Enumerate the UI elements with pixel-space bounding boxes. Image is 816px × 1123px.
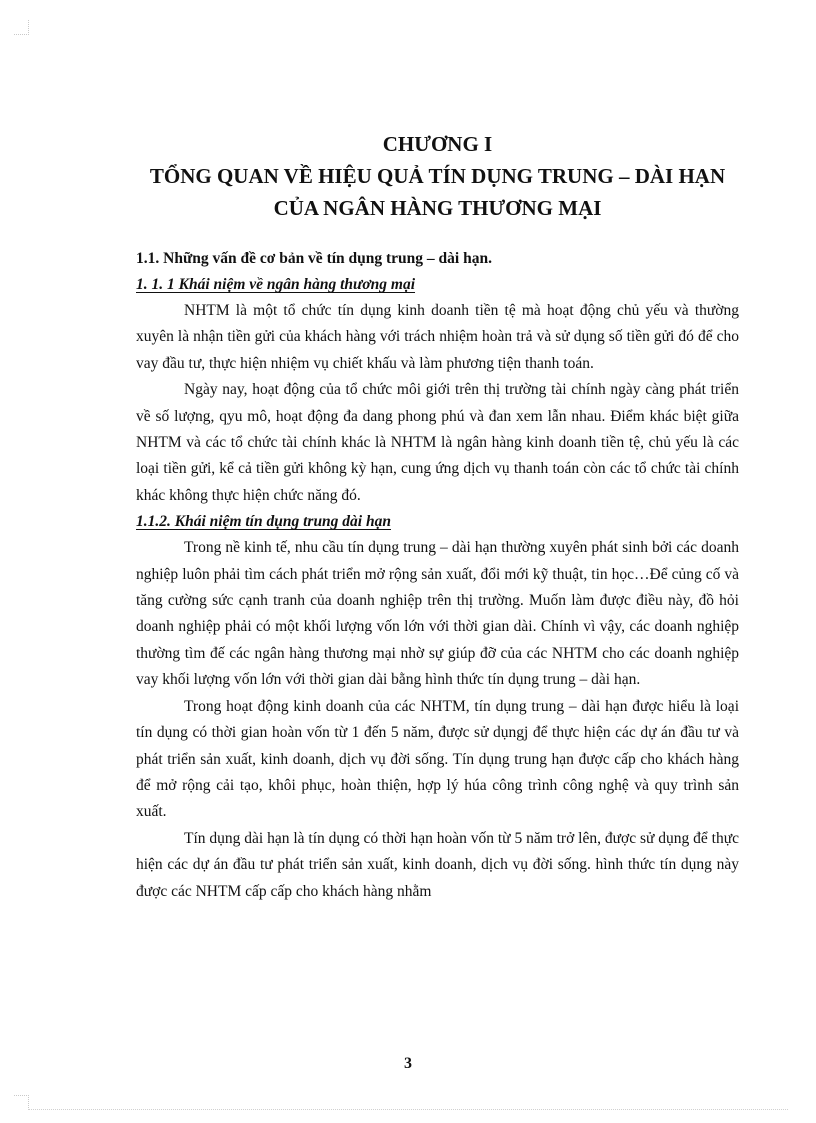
- page-number: 3: [404, 1055, 412, 1072]
- section-heading-1-1: 1.1. Những vấn đề cơ bản về tín dụng trung – dài hạn.: [136, 250, 492, 267]
- paragraph: Trong hoạt động kinh doanh của các NHTM, tín dụng trung – dài hạn được hiểu là loại tín dụng có thời gian hoàn vốn từ 1 đến 5 năm, được sử dụngj để thực hiện các dự án đầu tư và phát triển sản xuất, kinh doanh, dịch vụ đời sống. Tín dụng trung hạn được cấp cho khách hàng để mở rộng cải tạo, khôi phục, hoàn thiện, hợp lý húa công trình công nghệ và quy trình sản xuất.: [136, 697, 739, 821]
- page-content: [136, 128, 739, 905]
- crop-mark-top-left: [14, 20, 29, 35]
- paragraph: NHTM là một tổ chức tín dụng kinh doanh tiền tệ mà hoạt động chủ yếu và thường xuyên là nhận tiền gửi của khách hàng với trách nhiệm hoàn trả và sử dụng số tiền gửi đó để cho vay đầu tư, thực hiện nhiệm vụ chiết khấu và làm phương tiện thanh toán.: [136, 302, 739, 372]
- section-heading-1-1-2: 1.1.2. Khái niệm tín dụng trung dài hạn: [136, 513, 391, 531]
- chapter-title-line-1: TỔNG QUAN VỀ HIỆU QUẢ TÍN DỤNG TRUNG – DÀI HẠN: [149, 164, 726, 188]
- paragraph: Trong nề kinh tế, nhu cầu tín dụng trung – dài hạn thường xuyên phát sinh bởi các doanh nghiệp luôn phải tìm cách phát triển mở rộng sản xuất, đổi mới kỹ thuật, tin học…Để củng cố và tăng cường sức cạnh tranh của doanh nghiệp trên thị trường. Muốn làm được điều này, đồ hỏi doanh nghiệp phải có một khối lượng vốn lớn với thời gian dài. Chính vì vậy, các doanh nghiệp thường tìm đế các ngân hàng thương mại nhờ sự giúp đỡ của các NHTM cho các doanh nghiệp vay khối lượng vốn lớn với thời gian dài bằng hình thức tín dụng trung – dài hạn.: [136, 539, 739, 689]
- paragraph: Tín dụng dài hạn là tín dụng có thời hạn hoàn vốn từ 5 năm trở lên, được sử dụng để thực hiện các dự án đầu tư phát triển sản xuất, kinh doanh, dịch vụ đời sống. hình thức tín dụng này được các NHTM cấp cấp cho khách hàng nhằm: [136, 829, 739, 900]
- chapter-number: CHƯƠNG I: [382, 132, 493, 156]
- page-bottom-guide: [28, 1109, 788, 1110]
- paragraph: Ngày nay, hoạt động của tổ chức môi giới trên thị trường tài chính ngày càng phát triển về số lượng, qyu mô, hoạt động đa dang phong phú và đan xem lẫn nhau. Điểm khác biệt giữa NHTM và các tổ chức tài chính khác là NHTM là ngân hàng kinh doanh tiền tệ, chủ yếu là các loại tiền gửi, kể cả tiền gửi không kỳ hạn, cung ứng dịch vụ thanh toán còn các tổ chức tài chính khác không thực hiện chức năng đó.: [136, 381, 739, 504]
- section-heading-1-1-1: 1. 1. 1 Khái niệm về ngân hàng thương mại: [136, 276, 416, 293]
- crop-mark-bottom-left: [14, 1095, 29, 1110]
- chapter-title-line-2: CỦA NGÂN HÀNG THƯƠNG MẠI: [273, 196, 602, 220]
